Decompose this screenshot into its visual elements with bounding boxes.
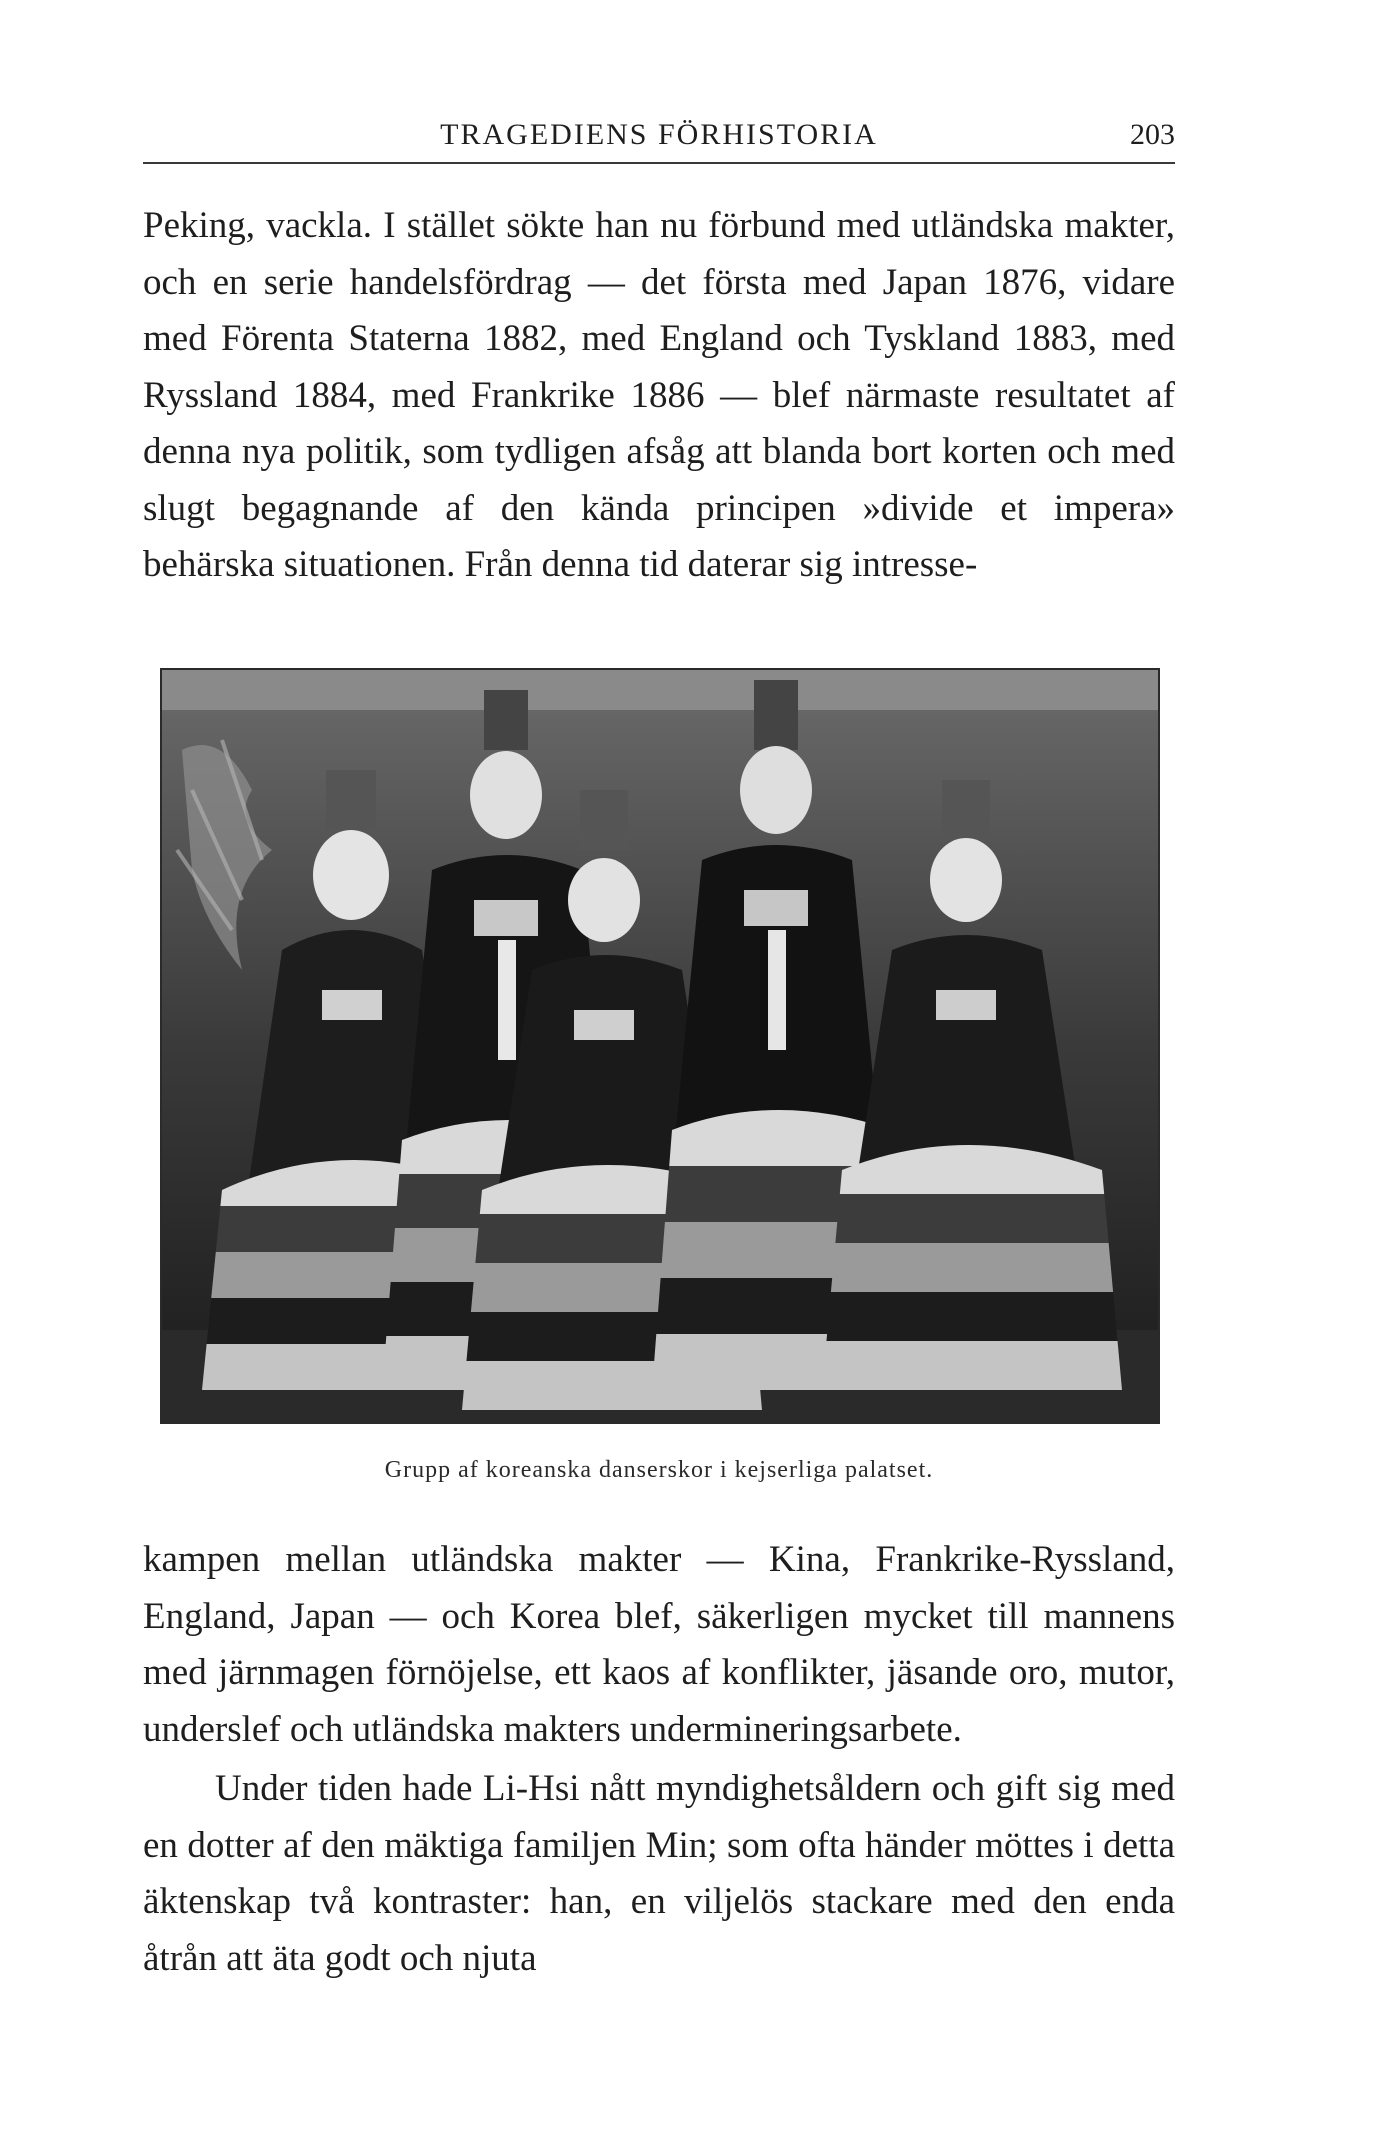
photograph-illustration <box>162 670 1158 1422</box>
paragraph-1: Peking, vackla. I stället sökte han nu förbund med utländska makter, och en serie handelsfördrag — det första med Japan 1876, vidare med Förenta Staterna 1882, med England och Tyskland 1883, med Ryssland 1884, med Frankrike 1886 — blef närmaste resultatet af denna nya politik, som tydligen afsåg att blanda bort korten och med slugt begagnande af den kända principen »divide et impera» behärska situationen. Från denna tid daterar sig intresse- <box>143 205 1175 585</box>
paragraph-2: kampen mellan utländska makter — Kina, Frankrike-Ryssland, England, Japan — och Korea blef, säkerligen mycket till mannens med järnmagen förnöjelse, ett kaos af konflikter, jäsande oro, mutor, underslef och utländska makters undermineringsarbete. <box>143 1539 1175 1750</box>
page-header <box>143 118 1175 164</box>
photograph-korean-dancers <box>160 668 1160 1424</box>
paragraph-3: Under tiden hade Li-Hsi nått myndighetsåldern och gift sig med en dotter af den mäktiga familjen Min; som ofta händer möttes i detta äktenskap två kontraster: han, en viljelös stackare med den enda åtrån att äta godt och njuta <box>143 1768 1175 1979</box>
running-title: TRAGEDIENS FÖRHISTORIA <box>440 118 878 151</box>
figure-caption: Grupp af koreanska danserskor i kejserliga palatset. <box>384 1457 934 1483</box>
page-number: 203 <box>1130 118 1175 151</box>
